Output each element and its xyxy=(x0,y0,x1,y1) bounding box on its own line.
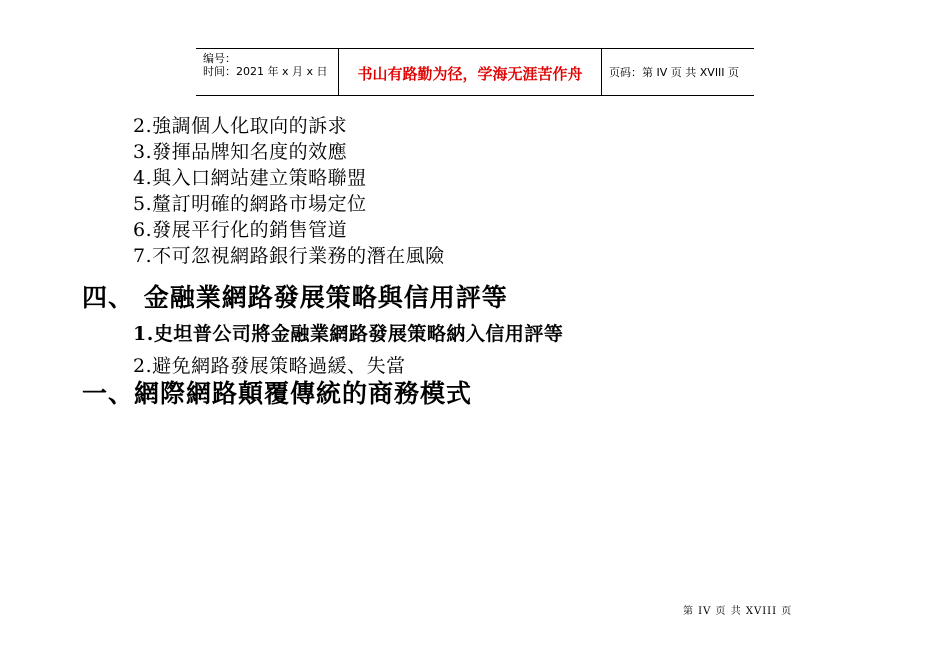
header-date-label: 时间：2021 年 x 月 x 日 xyxy=(203,65,328,78)
list-item: 7.不可忽視網路銀行業務的潛在風險 xyxy=(133,245,445,267)
section-heading-four: 四、 金融業網路發展策略與信用評等 xyxy=(82,283,508,312)
page-header xyxy=(196,48,754,96)
list-item: 4.與入口網站建立策略聯盟 xyxy=(133,167,367,189)
list-item: 6.發展平行化的銷售管道 xyxy=(133,219,348,241)
page-footer: 第 IV 页 共 XVIII 页 xyxy=(683,606,793,617)
list-item: 1.史坦普公司將金融業網路發展策略納入信用評等 xyxy=(133,323,564,345)
list-item: 2.強調個人化取向的訴求 xyxy=(133,115,348,137)
header-left-cell xyxy=(196,49,339,95)
list-item: 5.釐訂明確的網路市場定位 xyxy=(133,193,367,215)
list-item: 3.發揮品牌知名度的效應 xyxy=(133,141,348,163)
header-page-label: 页码：第 IV 页 共 XVIII 页 xyxy=(609,66,740,79)
header-number-label: 编号： xyxy=(203,52,236,65)
list-item: 2.避免網路發展策略過緩、失當 xyxy=(133,355,406,377)
section-heading-one: 一、網際網路顛覆傳統的商務模式 xyxy=(82,379,473,408)
header-motto: 书山有路勤为径，学海无涯苦作舟 xyxy=(339,49,602,95)
